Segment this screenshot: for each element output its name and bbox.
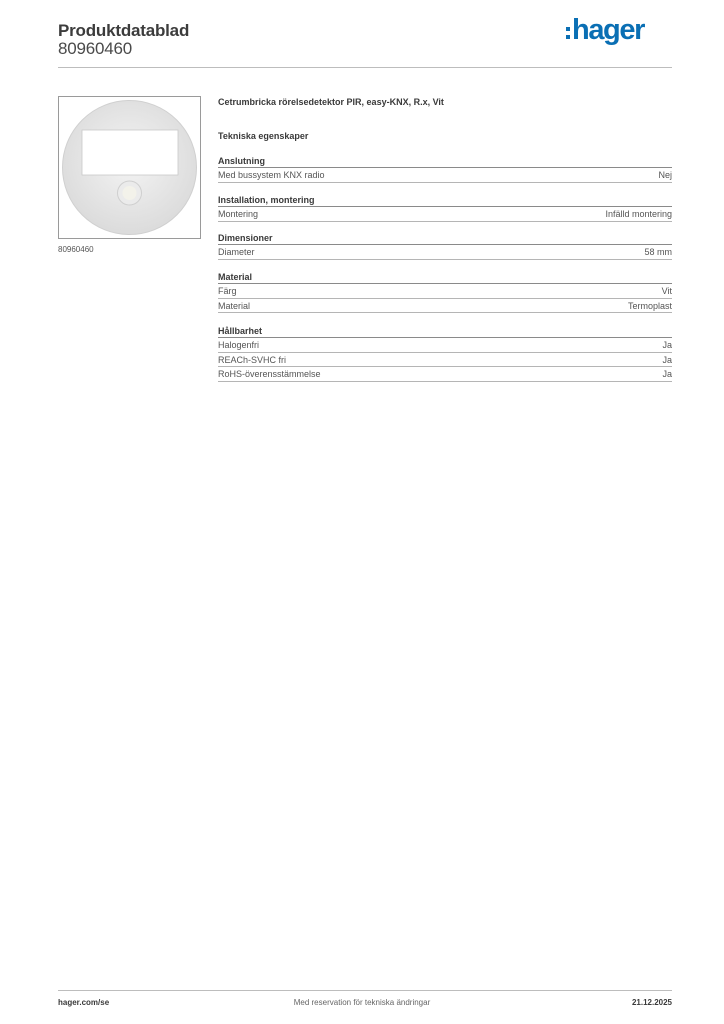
header-title: Produktdatablad	[58, 21, 190, 40]
spec-label: RoHS-överensstämmelse	[218, 369, 321, 379]
spec-label: Med bussystem KNX radio	[218, 170, 325, 180]
section-installation	[218, 194, 672, 222]
spec-label: Material	[218, 300, 251, 311]
spec-label: Montering	[218, 209, 259, 219]
spec-row	[218, 207, 672, 222]
spec-label: REACh-SVHC fri	[218, 354, 287, 365]
section-title: Material	[218, 271, 672, 284]
spec-value: Termoplast	[627, 300, 672, 311]
spec-value: Vit	[661, 286, 672, 296]
product-image	[58, 96, 201, 239]
spec-label: Halogenfri	[218, 340, 260, 350]
section-hallbarhet	[218, 325, 672, 382]
section-dimensioner	[218, 232, 672, 260]
spec-row	[218, 299, 672, 314]
tech-heading: Tekniska egenskaper	[218, 131, 309, 141]
footer-website-link[interactable]: hager.com/se	[58, 998, 110, 1007]
footer-disclaimer: Med reservation för tekniska ändringar	[293, 998, 431, 1007]
spec-row	[218, 338, 672, 353]
section-title: Hållbarhet	[218, 325, 672, 338]
spec-value: Ja	[662, 340, 672, 350]
product-image-icon	[59, 97, 200, 238]
section-anslutning	[218, 155, 672, 183]
spec-value: Ja	[662, 369, 672, 379]
spec-value: Nej	[658, 170, 672, 180]
spec-row	[218, 367, 672, 382]
spec-value: 58 mm	[644, 247, 672, 257]
section-title: Dimensioner	[218, 232, 672, 245]
footer-divider	[58, 990, 672, 991]
spec-row	[218, 168, 672, 183]
spec-row	[218, 245, 672, 260]
section-material	[218, 271, 672, 313]
hager-logo	[566, 14, 644, 47]
spec-value: Ja	[662, 354, 672, 365]
logo-text: hager	[572, 14, 644, 46]
spec-label: Färg	[218, 286, 237, 296]
section-title: Installation, montering	[218, 194, 672, 207]
header-divider	[58, 67, 672, 68]
section-title: Anslutning	[218, 155, 672, 168]
spec-label: Diameter	[218, 247, 255, 257]
spec-value: Infälld montering	[605, 209, 672, 219]
product-name: Cetrumbricka rörelsedetektor PIR, easy-KNX, R.x, Vit	[218, 97, 444, 107]
footer-date: 21.12.2025	[631, 998, 672, 1007]
image-caption: 80960460	[58, 245, 94, 254]
logo-mark-icon	[566, 27, 570, 39]
spec-row	[218, 353, 672, 368]
spec-row	[218, 284, 672, 299]
product-number: 80960460	[58, 39, 133, 58]
